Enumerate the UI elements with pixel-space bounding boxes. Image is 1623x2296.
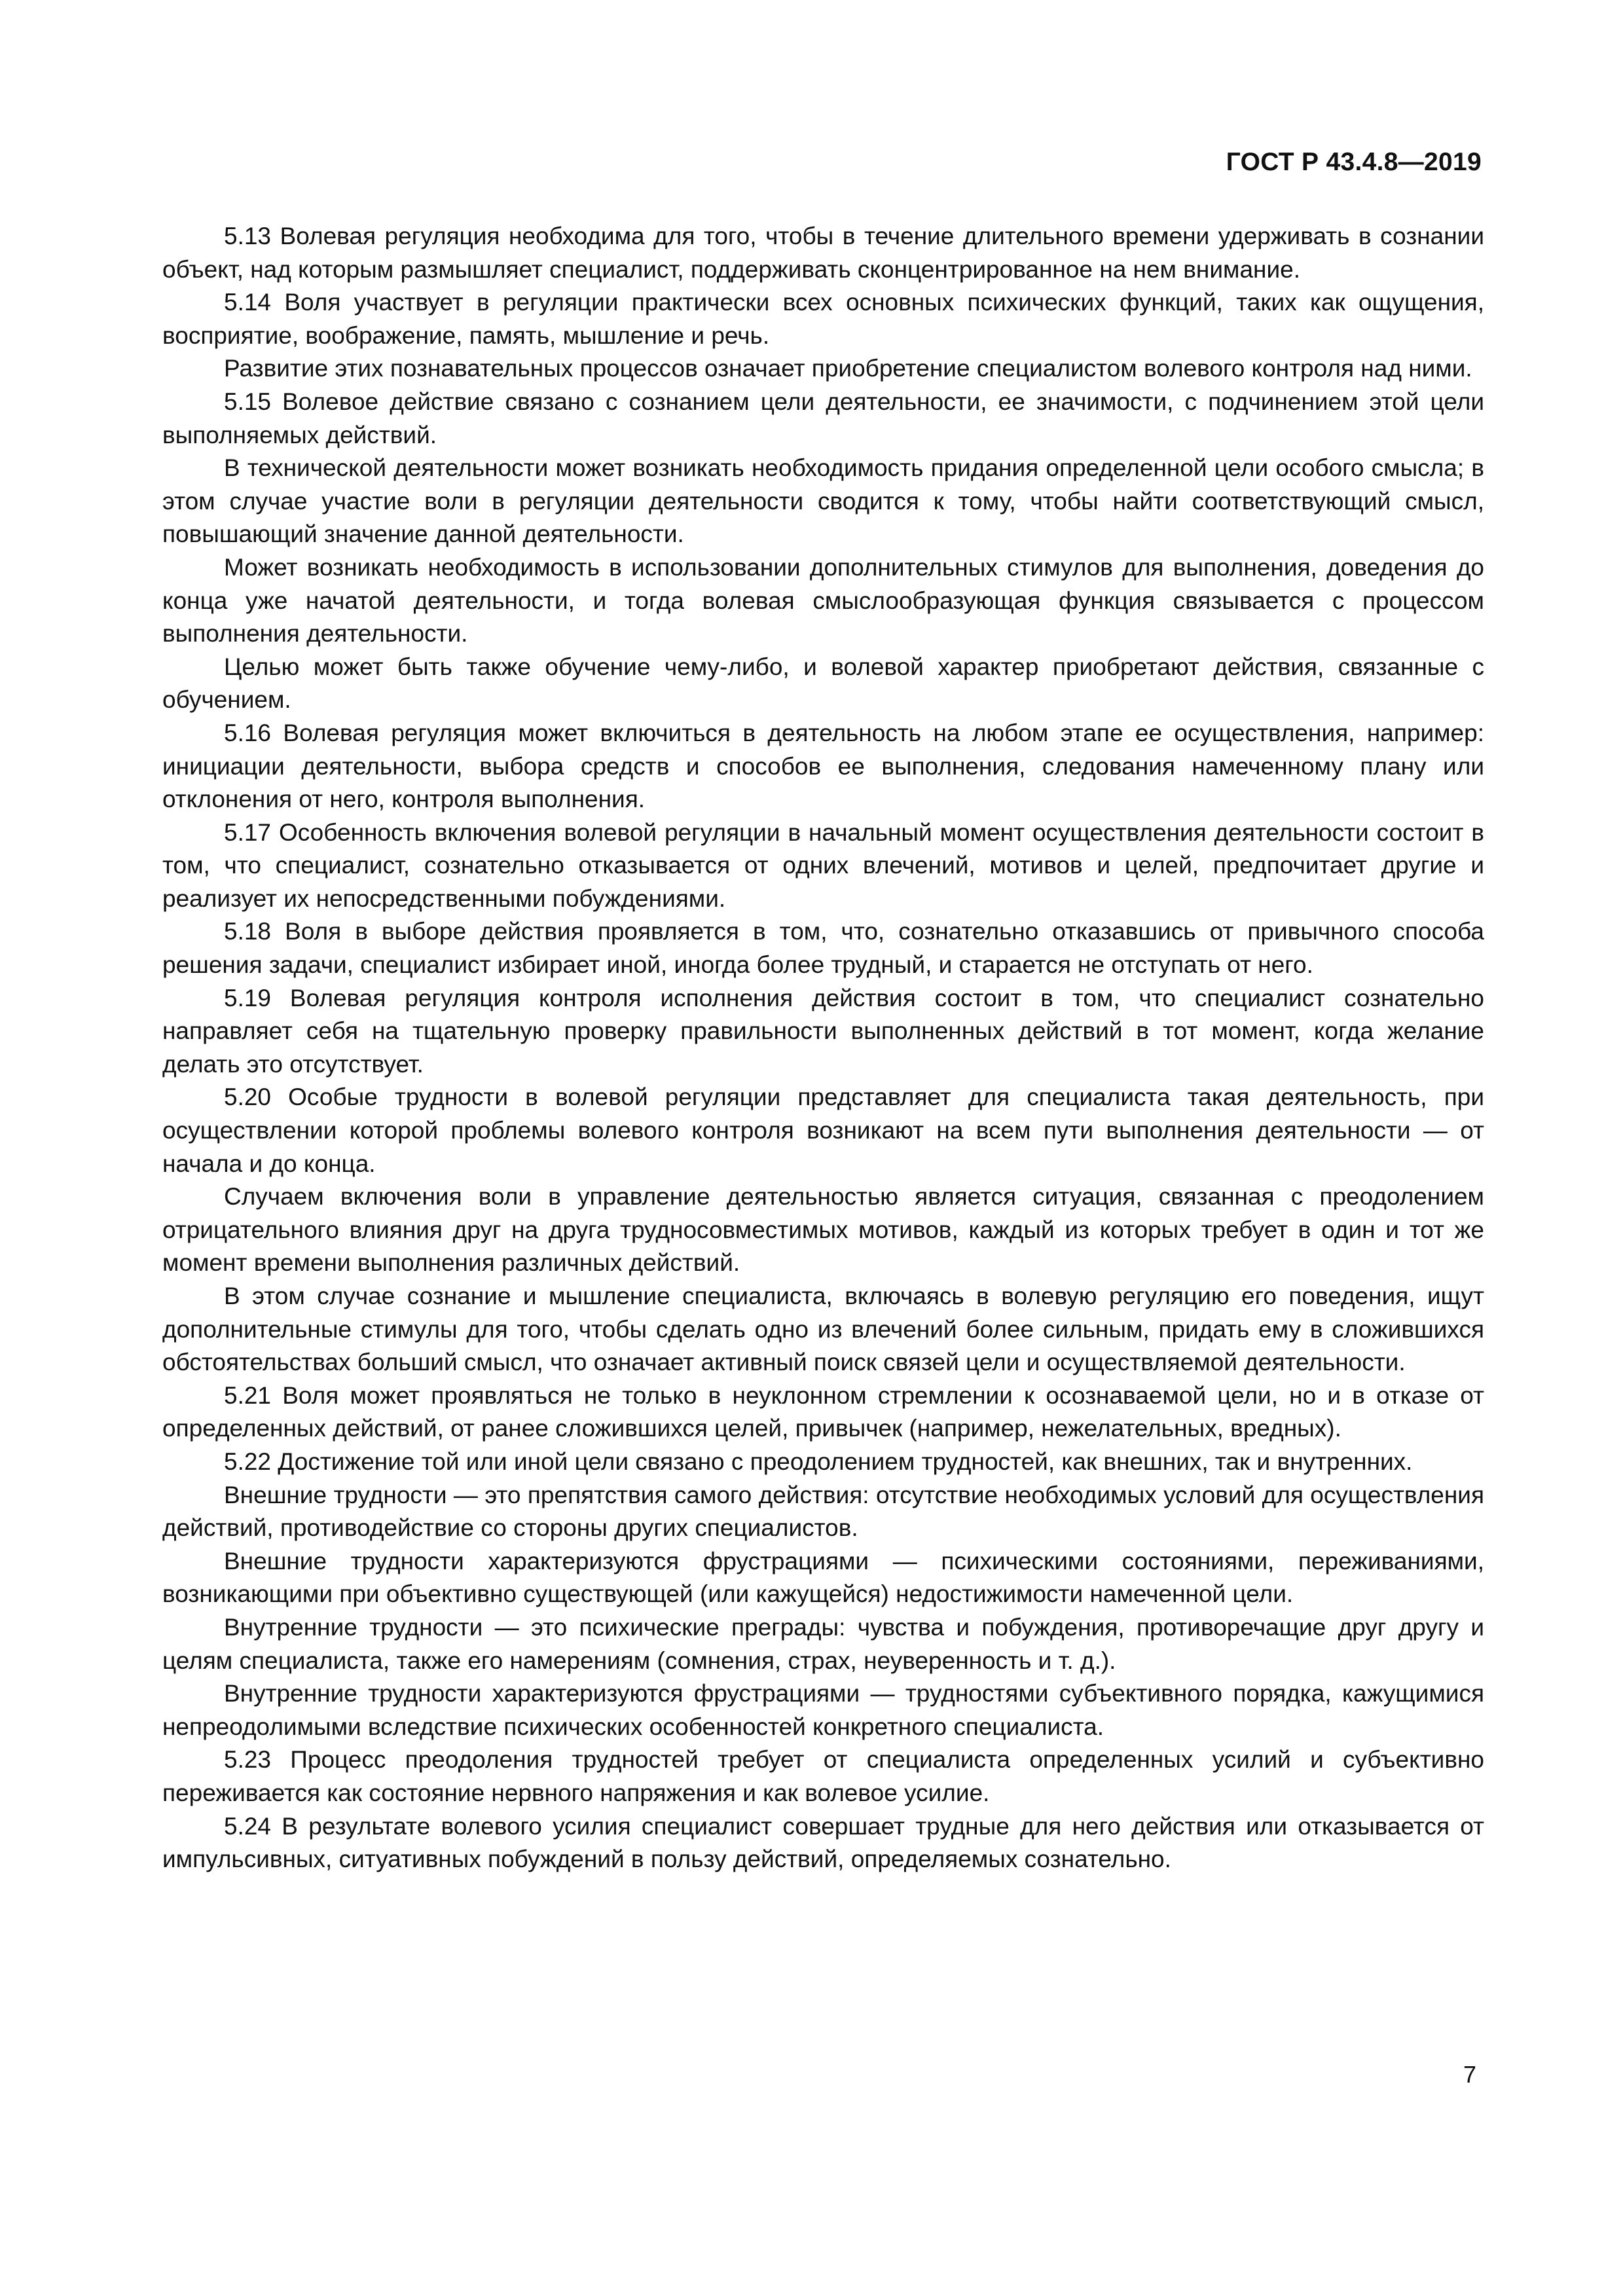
document-code-header: ГОСТ Р 43.4.8—2019 [1226, 148, 1482, 176]
paragraph: Внутренние трудности характеризуются фрустрациями — трудностями субъективного порядка, кажущимися непреодолимыми вследствие психических особенностей конкретного специалиста. [162, 1680, 1484, 1740]
paragraph-5-15: 5.15 Волевое действие связано с сознанием цели деятельности, ее значимости, с подчинением этой цели выполняемых действий. [162, 388, 1484, 448]
paragraph: В технической деятельности может возникать необходимость придания определенной цели особого смысла; в этом случае участие воли в регуляции деятельности сводится к тому, чтобы найти соответствующий смысл, повышающий значение данной деятельности. [162, 454, 1484, 548]
paragraph-5-18: 5.18 Воля в выборе действия проявляется в том, что, сознательно отказавшись от привычного способа решения задачи, специалист избирает иной, иногда более трудный, и старается не отступать от него. [162, 918, 1484, 979]
paragraph: Внешние трудности характеризуются фрустрациями — психическими состояниями, переживаниями, возникающими при объективно существующей (или кажущейся) недостижимости намеченной цели. [162, 1547, 1484, 1608]
paragraph-5-24: 5.24 В результате волевого усилия специалист совершает трудные для него действия или отказывается от импульсивных, ситуативных побуждений в пользу действий, определяемых сознательно. [162, 1812, 1484, 1873]
document-body [162, 220, 1484, 1876]
paragraph-5-23: 5.23 Процесс преодоления трудностей требует от специалиста определенных усилий и субъективно переживается как состояние нервного напряжения и как волевое усилие. [162, 1746, 1484, 1806]
paragraph-5-16: 5.16 Волевая регуляция может включиться в деятельность на любом этапе ее осуществления, например: инициации деятельности, выбора средств и способов ее выполнения, следования намеченному плану или отклонения от него, контроля выполнения. [162, 719, 1484, 813]
paragraph-5-13: 5.13 Волевая регуляция необходима для того, чтобы в течение длительного времени удерживать в сознании объект, над которым размышляет специалист, поддерживать сконцентрированное на нем внимание. [162, 223, 1484, 283]
paragraph-5-21: 5.21 Воля может проявляться не только в неуклонном стремлении к осознаваемой цели, но и в отказе от определенных действий, от ранее сложившихся целей, привычек (например, нежелательных, вредных). [162, 1381, 1484, 1442]
paragraph: Внешние трудности — это препятствия самого действия: отсутствие необходимых условий для осуществления действий, противодействие со стороны других специалистов. [162, 1481, 1484, 1542]
paragraph-5-22: 5.22 Достижение той или иной цели связано с преодолением трудностей, как внешних, так и внутренних. [224, 1448, 1413, 1475]
page-number: 7 [1463, 2061, 1476, 2088]
paragraph: В этом случае сознание и мышление специалиста, включаясь в волевую регуляцию его поведения, ищут дополнительные стимулы для того, чтобы сделать одно из влечений более сильным, придать ему в сложившихся обстоятельствах больший смысл, что означает активный поиск связей цели и осуществляемой деятельности. [162, 1283, 1484, 1376]
paragraph: Целью может быть также обучение чему-либо, и волевой характер приобретают действия, связанные с обучением. [162, 653, 1484, 714]
paragraph: Случаем включения воли в управление деятельностью является ситуация, связанная с преодолением отрицательного влияния друг на друга трудносовместимых мотивов, каждый из которых требует в один и тот же момент времени выполнения различных действий. [162, 1183, 1484, 1277]
paragraph: Внутренние трудности — это психические преграды: чувства и побуждения, противоречащие друг другу и целям специалиста, также его намерениям (сомнения, страх, неуверенность и т. д.). [162, 1613, 1484, 1674]
paragraph: Развитие этих познавательных процессов означает приобретение специалистом волевого контроля над ними. [224, 355, 1472, 382]
paragraph-5-14: 5.14 Воля участвует в регуляции практически всех основных психических функций, таких как ощущения, восприятие, воображение, память, мышление и речь. [162, 289, 1484, 349]
paragraph-5-19: 5.19 Волевая регуляция контроля исполнения действия состоит в том, что специалист сознательно направляет себя на тщательную проверку правильности выполненных действий в тот момент, когда желание делать это отсутствует. [162, 984, 1484, 1078]
paragraph: Может возникать необходимость в использовании дополнительных стимулов для выполнения, доведения до конца уже начатой деятельности, и тогда волевая смыслообразующая функция связывается с процессом выполнения деятельности. [162, 553, 1484, 647]
paragraph-5-20: 5.20 Особые трудности в волевой регуляции представляет для специалиста такая деятельность, при осуществлении которой проблемы волевого контроля возникают на всем пути выполнения деятельности — от начала и до конца. [162, 1084, 1484, 1177]
paragraph-5-17: 5.17 Особенность включения волевой регуляции в начальный момент осуществления деятельности состоит в том, что специалист, сознательно отказывается от одних влечений, мотивов и целей, предпочитает другие и реализует их непосредственными побуждениями. [162, 818, 1484, 912]
